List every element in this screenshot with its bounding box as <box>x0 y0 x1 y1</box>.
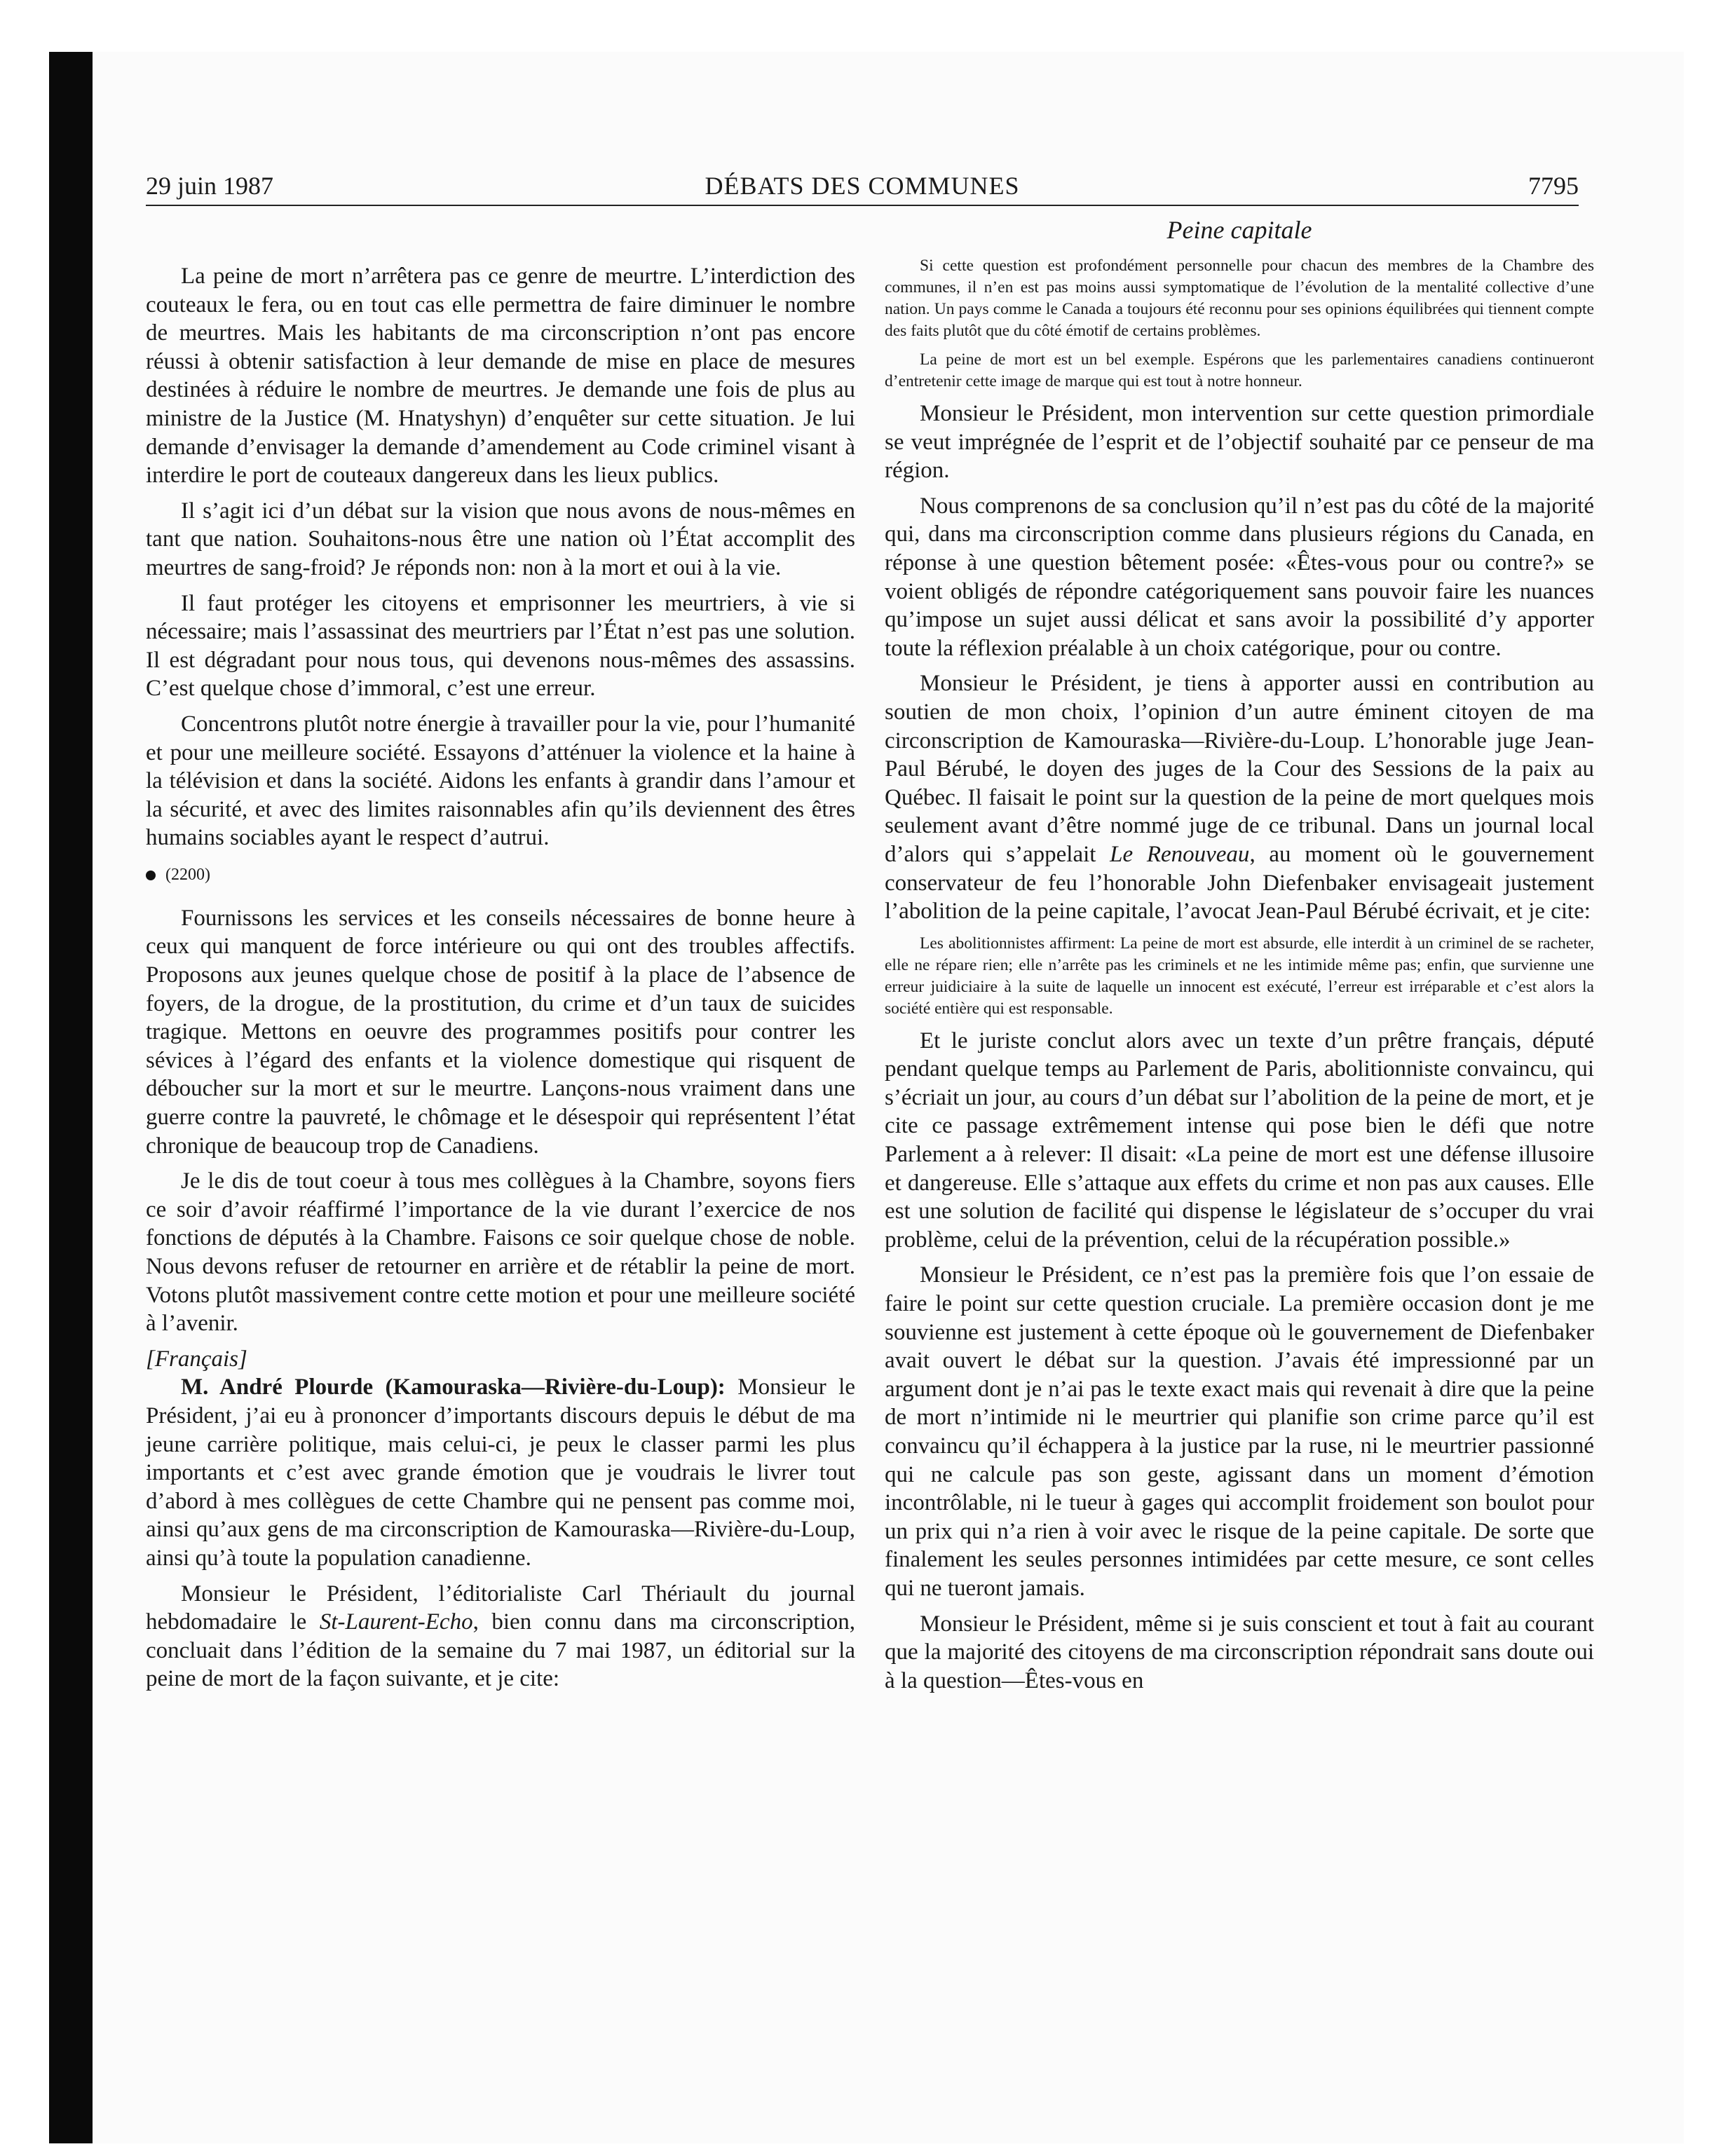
paragraph: La peine de mort n’arrêtera pas ce genre de meurtre. L’interdiction des couteaux le fera, ou en tout cas elle permettra de faire diminuer le nombre de meurtres. Mais les habitants de ma circonscription n’ont pas encore réussi à obtenir satisfaction à leur demande de mise en place de mesures destinées à réduire le nombre de meurtres. Je demande une fois de plus au ministre de la Justice (M. Hnatyshyn) d’enquêter sur cette situation. Je lui demande d’envisager la demande d’amendement au Code criminel visant à interdire le port de couteaux dangereux dans les lieux publics. <box>146 264 855 489</box>
speech-text: , au moment où le gouvernement conservateur de feu l’honorable John Diefenbaker envisageait justement l’abolition de la peine capitale, l’avocat Jean-Paul Bérubé écrivait, et je cite: <box>885 841 1594 925</box>
publication-title: St-Laurent-Echo <box>319 1609 473 1635</box>
paragraph: Monsieur le Président, mon intervention sur cette question primordiale se veut imprégnée de l’esprit et de l’objectif souhaité par ce penseur de ma région. <box>885 401 1594 484</box>
paragraph: Fournissons les services et les conseils nécessaires de bonne heure à ceux qui manquent de force intérieure ou qui ont des troubles affectifs. Proposons aux jeunes quelque chose de positif à la place de l’absence de foyers, de la drogue, de la prostitution, du crime et d’un taux de suicides tragique. Mettons en oeuvre des programmes positifs pour contrer les sévices à l’égard des enfants et la violence domestique qui risquent de déboucher sur la mort et sur le meurtre. Lançons-nous vraiment dans une guerre contre la pauvreté, le chômage et le désespoir qui représentent l’état chronique de beaucoup trop de Canadiens. <box>146 905 855 1159</box>
paragraph: Concentrons plutôt notre énergie à travailler pour la vie, pour l’humanité et pour une meilleure société. Essayons d’atténuer la violence et la haine à la télévision et dans la société. Aidons les enfants à grandir dans l’amour et la sécurité, et avec des limites raisonnables afin qu’ils deviennent des êtres humains sociables ayant le respect d’autrui. <box>146 711 855 851</box>
language-tag: [Français] <box>146 1346 247 1372</box>
section-title: Peine capitale <box>1166 216 1312 244</box>
quotation: La peine de mort est un bel exemple. Espérons que les parlementaires canadiens continueront d’entretenir cette image de marque qui est tout à notre honneur. <box>885 350 1594 390</box>
header-date: 29 juin 1987 <box>146 172 274 200</box>
speech-text: , bien connu dans ma circonscription, concluait dans l’édition de la semaine du 7 mai 1987, un éditorial sur la peine de mort de la façon suivante, et je cite: <box>146 1609 856 1692</box>
paragraph <box>885 669 1594 925</box>
speech-text: Monsieur le Président, l’éditorialiste Carl Thériault du journal hebdomadaire le <box>146 1581 855 1635</box>
header-title: DÉBATS DES COMMUNES <box>705 172 1020 200</box>
quotation: Les abolitionnistes affirment: La peine de mort est absurde, elle interdit à un criminel de se racheter, elle ne répare rien; elle n’arrête pas les criminels et ne les intimide même pas; enfin, que survienne une erreur juidiciaire à la suite de laquelle un innocent est exécuté, l’erreur est irréparable et c’est alors la société entière qui est responsable. <box>885 934 1594 1018</box>
publication-title: Le Renouveau <box>1110 841 1250 867</box>
quotation: Si cette question est profondément personnelle pour chacun des membres de la Chambre des communes, il n’en est pas moins aussi symptomatique de l’évolution de la mentalité collective d’une nation. Un pays comme le Canada a toujours été reconnu pour ses opinions équilibrées qui tiennent compte des faits plutôt que du côté émotif de certains problèmes. <box>885 257 1594 340</box>
paragraph: Il s’agit ici d’un débat sur la vision que nous avons de nous-mêmes en tant que nation. Souhaitons-nous être une nation où l’État accomplit des meurtres de sang-froid? Je réponds non: non à la mort et oui à la vie. <box>146 498 855 580</box>
left-column <box>146 262 855 1700</box>
paragraph: Monsieur le Président, ce n’est pas la première fois que l’on essaie de faire le point sur cette question cruciale. La première occasion dont je me souvienne est justement à cette époque où le gouvernement de Diefenbaker avait ouvert le débat sur la question. J’avais été impressionné par un argument dont je n’ai pas le texte exact mais qui revenait à dire que la peine de mort n’intimide ni le meurtrier qui planifie son crime parce qu’il est convaincu qu’il échappera à la justice par la ruse, ni le meurtrier passionné qui ne calcule pas son geste, agissant dans un moment d’émotion incontrôlable, ni le tueur à gages qui accomplit froidement son boulot pour un prix qui n’a rien à voir avec le risque de la peine capitale. De sorte que finalement les seules personnes intimidées par cette mesure, ce sont celles qui ne tueront jamais. <box>885 1262 1594 1601</box>
paragraph <box>146 1580 855 1693</box>
time-marker <box>146 859 855 890</box>
scan-edge <box>49 52 93 2143</box>
speaker-name: M. André Plourde (Kamouraska—Rivière-du-Loup): <box>181 1374 726 1400</box>
paragraph: Et le juriste conclut alors avec un texte d’un prêtre français, député pendant quelque temps au Parlement de Paris, abolitionniste convaincu, qui s’écriait un jour, au cours d’un débat sur l’abolition de la peine de mort, et je cite ce passage extrêmement intense qui pose bien le défi que notre Parlement a à relever: Il disait: «La peine de mort est une défense illusoire et dangereuse. Elle s’attaque aux effets du crime et non pas aux causes. Elle est une solution de facilité qui dispense le législateur de s’occuper du vrai problème, celui de la prévention, celui de la récupération possible.» <box>885 1028 1594 1253</box>
paragraph: Nous comprenons de sa conclusion qu’il n’est pas du côté de la majorité qui, dans ma circonscription comme dans plusieurs régions du Canada, en réponse à une question bêtement posée: «Êtes-vous pour ou contre?» se voient obligés de répondre catégoriquement sans pouvoir faire les nuances qu’impose un sujet aussi délicat et sans avoir la possibilité d’y apporter toute la réflexion préalable à un choix catégorique, pour ou contre. <box>885 493 1594 661</box>
paragraph: Il faut protéger les citoyens et emprisonner les meurtriers, à vie si nécessaire; mais l’assassinat des meurtriers par l’État n’est pas une solution. Il est dégradant pour nous tous, qui devenons nous-mêmes des assassins. C’est quelque chose d’immoral, c’est une erreur. <box>146 590 855 702</box>
paragraph <box>146 1373 855 1572</box>
speech-text: Monsieur le Président, j’ai eu à prononcer d’importants discours depuis le début de ma jeune carrière politique, mais celui-ci, je peux le classer parmi les plus importants et c’est avec grande émotion que je voudrais le livrer tout d’abord à mes collègues de cette Chambre qui ne pensent pas comme moi, ainsi qu’aux gens de ma circonscription de Kamouraska—Rivière-du-Loup, ainsi qu’à toute la population canadienne. <box>146 1374 855 1571</box>
speech-text: Monsieur le Président, je tiens à apporter aussi en contribution au soutien de mon choix, l’opinion d’un autre éminent citoyen de ma circonscription de Kamouraska—Rivière-du-Loup. L’honorable juge Jean-Paul Bérubé, le doyen des juges de la Cour des Sessions de la paix au Québec. Il faisait le point sur la question de la peine de mort quelques mois seulement avant d’être nommé juge de ce tribunal. Dans un journal local d’alors qui s’appelait <box>885 671 1594 867</box>
right-column <box>885 214 1594 1702</box>
page-header <box>146 163 1579 206</box>
time-marker-text: (2200) <box>165 865 210 884</box>
header-page-number: 7795 <box>1528 172 1579 200</box>
bullet-icon <box>146 871 156 880</box>
paragraph: Je le dis de tout coeur à tous mes collègues à la Chambre, soyons fiers ce soir d’avoir réaffirmé l’importance de la vie durant l’exercice de nos fonctions de députés à la Chambre. Faisons ce soir quelque chose de noble. Nous devons refuser de retourner en arrière et de rétablir la peine de mort. Votons plutôt massivement contre cette motion et pour une meilleure société à l’avenir. <box>146 1168 855 1337</box>
paragraph: Monsieur le Président, même si je suis conscient et tout à fait au courant que la majorité des citoyens de ma circonscription répondrait sans doute oui à la question—Êtes-vous en <box>885 1611 1594 1693</box>
